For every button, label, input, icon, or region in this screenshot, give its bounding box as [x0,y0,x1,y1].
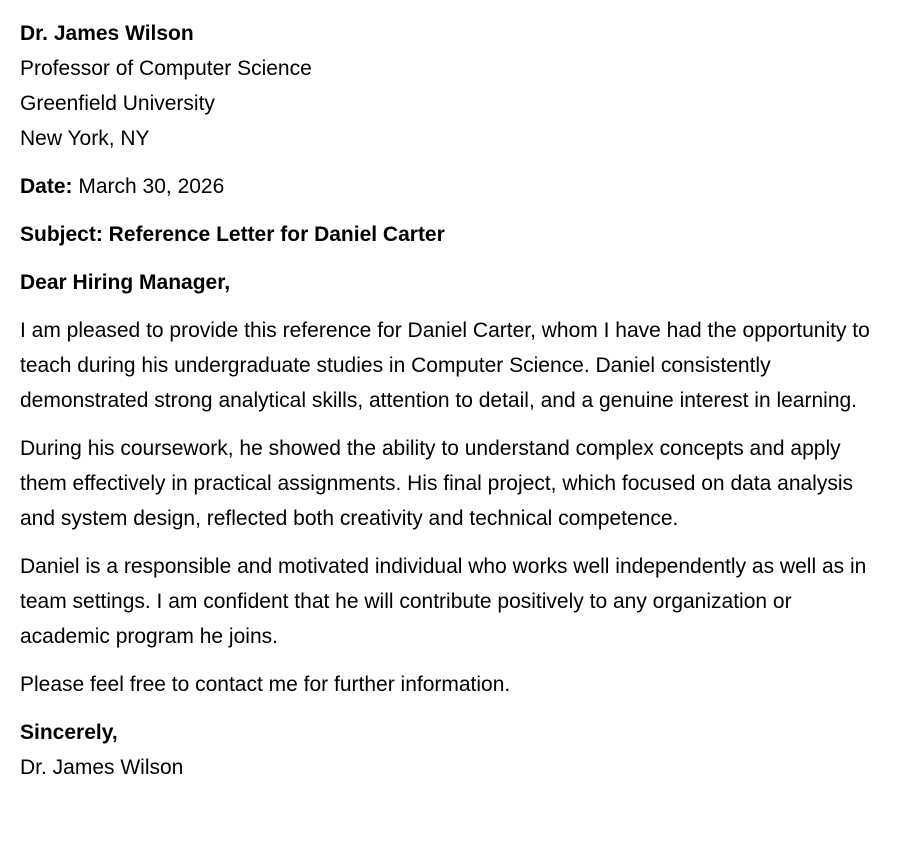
sender-title: Professor of Computer Science [20,57,312,80]
body-paragraph-2: During his coursework, he showed the ability to understand complex concepts and apply them effectively in practical assignments. His final project, which focused on data analysis and system design, reflected both creativity and technical competence. [20,437,854,530]
body-paragraph-1: I am pleased to provide this reference for Daniel Carter, whom I have had the opportunity to teach during his undergraduate studies in Computer Science. Daniel consistently demonstrated strong analytical skills, attention to detail, and a genuine interest in learning. [20,319,870,412]
sender-institution: Greenfield University [20,92,215,115]
sender-name: Dr. James Wilson [20,22,194,45]
signature-name: Dr. James Wilson [20,756,184,779]
sender-location: New York, NY [20,127,150,150]
body-paragraph-4: Please feel free to contact me for further information. [20,673,511,696]
body-paragraph-3: Daniel is a responsible and motivated individual who works well independently as well as in team settings. I am confident that he will contribute positively to any organization or academic program he joins. [20,555,867,648]
date-label: Date: [20,175,73,198]
sender-block [20,16,900,156]
closing: Sincerely, [20,721,118,744]
signature-block [20,715,900,785]
salutation: Dear Hiring Manager, [20,271,231,294]
subject-line: Subject: Reference Letter for Daniel Carter [20,223,445,246]
date-line [20,169,900,204]
date-value: March 30, 2026 [78,175,225,198]
